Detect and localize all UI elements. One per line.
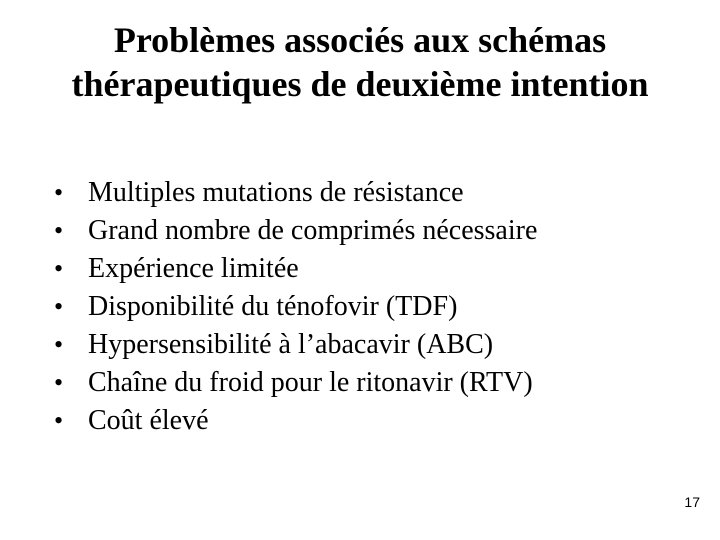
list-item-text: Hypersensibilité à l’abacavir (ABC) <box>88 329 494 360</box>
bullet-icon: • <box>54 178 64 207</box>
list-item <box>54 174 537 212</box>
list-item-text: Multiples mutations de résistance <box>88 177 464 208</box>
title-line: Problèmes associés aux schémas <box>113 20 607 60</box>
bullet-icon: • <box>54 368 64 397</box>
list-item <box>54 212 537 250</box>
list-item-text: Disponibilité du ténofovir (TDF) <box>88 291 458 322</box>
bullet-icon: • <box>54 292 64 321</box>
bullet-icon: • <box>54 330 64 359</box>
page-number: 17 <box>684 494 700 510</box>
list-item-text: Chaîne du froid pour le ritonavir (RTV) <box>88 367 533 398</box>
bullet-icon: • <box>54 254 64 283</box>
list-item <box>54 326 537 364</box>
list-item <box>54 288 537 326</box>
list-item-text: Grand nombre de comprimés nécessaire <box>88 215 538 246</box>
bullet-icon: • <box>54 216 64 245</box>
list-item <box>54 364 537 402</box>
bullet-list <box>54 174 537 440</box>
title-line: thérapeutiques de deuxième intention <box>71 64 649 104</box>
list-item <box>54 402 537 440</box>
bullet-icon: • <box>54 406 64 435</box>
list-item <box>54 250 537 288</box>
list-item-text: Coût élevé <box>88 405 209 436</box>
list-item-text: Expérience limitée <box>88 253 299 284</box>
slide-title <box>20 18 700 106</box>
